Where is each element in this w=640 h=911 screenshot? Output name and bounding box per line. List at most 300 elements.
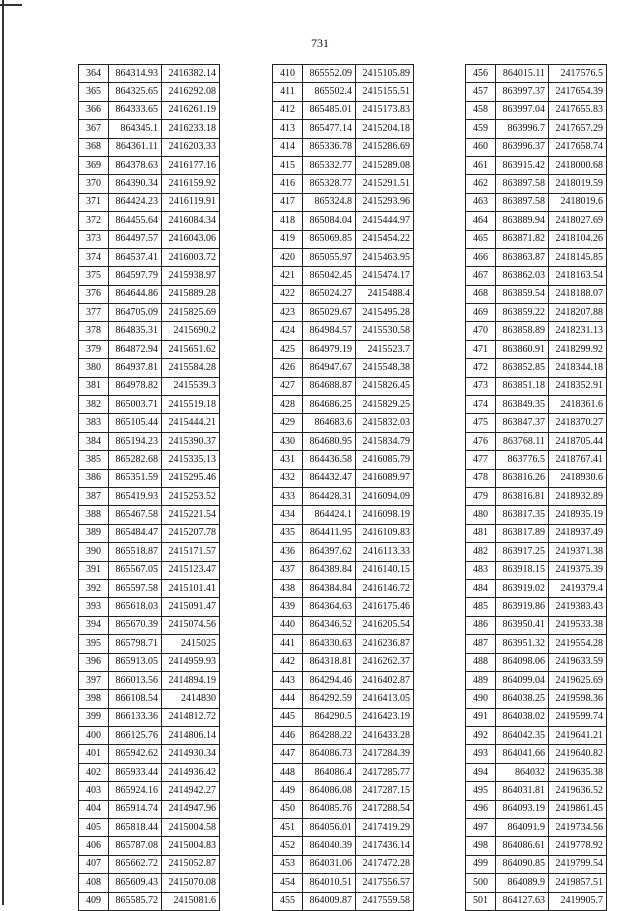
table-row	[466, 267, 607, 285]
point-id-cell: 385	[79, 451, 109, 469]
table-row	[273, 855, 414, 873]
table-row	[466, 304, 607, 322]
table-row	[466, 451, 607, 469]
x-coordinate-cell: 864705.09	[109, 304, 162, 322]
table-row	[466, 396, 607, 414]
table-row	[79, 800, 220, 818]
y-coordinate-cell: 2419857.51	[549, 874, 607, 892]
point-id-cell: 461	[466, 156, 496, 174]
x-coordinate-cell: 865942.62	[109, 745, 162, 763]
table-row	[466, 653, 607, 671]
x-coordinate-cell: 865585.72	[109, 892, 162, 910]
x-coordinate-cell: 865933.44	[109, 763, 162, 781]
y-coordinate-cell: 2419861.45	[549, 800, 607, 818]
y-coordinate-cell: 2418361.6	[549, 396, 607, 414]
table-row	[466, 543, 607, 561]
y-coordinate-cell: 2415074.56	[162, 616, 220, 634]
x-coordinate-cell: 864294.46	[303, 671, 356, 689]
x-coordinate-cell: 864290.5	[303, 708, 356, 726]
y-coordinate-cell: 2418352.91	[549, 377, 607, 395]
point-id-cell: 397	[79, 671, 109, 689]
x-coordinate-cell: 864089.9	[496, 874, 549, 892]
point-id-cell: 471	[466, 340, 496, 358]
x-coordinate-cell: 863897.58	[496, 193, 549, 211]
point-id-cell: 407	[79, 855, 109, 873]
y-coordinate-cell: 2416423.19	[356, 708, 414, 726]
x-coordinate-cell: 865502.4	[303, 83, 356, 101]
point-id-cell: 452	[273, 837, 303, 855]
table-row	[79, 561, 220, 579]
point-id-cell: 483	[466, 561, 496, 579]
y-coordinate-cell: 2415004.83	[162, 837, 220, 855]
table-row	[79, 874, 220, 892]
x-coordinate-cell: 864984.57	[303, 322, 356, 340]
table-row	[466, 175, 607, 193]
x-coordinate-cell: 863860.91	[496, 340, 549, 358]
point-id-cell: 434	[273, 506, 303, 524]
point-id-cell: 377	[79, 304, 109, 322]
x-coordinate-cell: 865084.04	[303, 212, 356, 230]
point-id-cell: 470	[466, 322, 496, 340]
x-coordinate-cell: 864680.95	[303, 432, 356, 450]
y-coordinate-cell: 2415293.96	[356, 193, 414, 211]
point-id-cell: 373	[79, 230, 109, 248]
y-coordinate-cell: 2415938.97	[162, 267, 220, 285]
table-row	[273, 524, 414, 542]
table-row	[273, 248, 414, 266]
point-id-cell: 413	[273, 120, 303, 138]
point-id-cell: 445	[273, 708, 303, 726]
point-id-cell: 491	[466, 708, 496, 726]
x-coordinate-cell: 865419.93	[109, 487, 162, 505]
x-coordinate-cell: 863996.37	[496, 138, 549, 156]
table-row	[79, 892, 220, 910]
point-id-cell: 438	[273, 579, 303, 597]
y-coordinate-cell: 2418930.6	[549, 469, 607, 487]
point-id-cell: 396	[79, 653, 109, 671]
x-coordinate-cell: 865552.09	[303, 65, 356, 83]
table-row	[79, 671, 220, 689]
x-coordinate-cell: 864015.11	[496, 65, 549, 83]
x-coordinate-cell: 864364.63	[303, 598, 356, 616]
y-coordinate-cell: 2418207.88	[549, 304, 607, 322]
point-id-cell: 448	[273, 763, 303, 781]
y-coordinate-cell: 2415207.78	[162, 524, 220, 542]
x-coordinate-cell: 864040.39	[303, 837, 356, 855]
point-id-cell: 494	[466, 763, 496, 781]
x-coordinate-cell: 863858.89	[496, 322, 549, 340]
x-coordinate-cell: 864979.19	[303, 340, 356, 358]
y-coordinate-cell: 2419371.38	[549, 543, 607, 561]
x-coordinate-cell: 865042.45	[303, 267, 356, 285]
x-coordinate-cell: 865818.44	[109, 819, 162, 837]
y-coordinate-cell: 2414812.72	[162, 708, 220, 726]
table-row	[273, 156, 414, 174]
x-coordinate-cell: 864041.66	[496, 745, 549, 763]
y-coordinate-cell: 2419778.92	[549, 837, 607, 855]
y-coordinate-cell: 2419598.36	[549, 690, 607, 708]
y-coordinate-cell: 2416236.87	[356, 635, 414, 653]
coordinate-table-1	[78, 64, 220, 911]
y-coordinate-cell: 2417556.57	[356, 874, 414, 892]
x-coordinate-cell: 864127.63	[496, 892, 549, 910]
y-coordinate-cell: 2415091.47	[162, 598, 220, 616]
y-coordinate-cell: 2415295.46	[162, 469, 220, 487]
point-id-cell: 465	[466, 230, 496, 248]
x-coordinate-cell: 864330.63	[303, 635, 356, 653]
table-row	[466, 83, 607, 101]
y-coordinate-cell: 2415539.3	[162, 377, 220, 395]
table-row	[273, 138, 414, 156]
table-row	[79, 156, 220, 174]
y-coordinate-cell: 2419554.28	[549, 635, 607, 653]
y-coordinate-cell: 2415474.17	[356, 267, 414, 285]
point-id-cell: 405	[79, 819, 109, 837]
table-row	[79, 65, 220, 83]
table-row	[466, 635, 607, 653]
point-id-cell: 383	[79, 414, 109, 432]
table-row	[273, 83, 414, 101]
point-id-cell: 416	[273, 175, 303, 193]
x-coordinate-cell: 865609.43	[109, 874, 162, 892]
y-coordinate-cell: 2416140.15	[356, 561, 414, 579]
x-coordinate-cell: 864361.11	[109, 138, 162, 156]
table-row	[273, 451, 414, 469]
x-coordinate-cell: 864056.01	[303, 819, 356, 837]
y-coordinate-cell: 2415530.58	[356, 322, 414, 340]
point-id-cell: 398	[79, 690, 109, 708]
table-row	[79, 432, 220, 450]
table-row	[273, 304, 414, 322]
point-id-cell: 482	[466, 543, 496, 561]
y-coordinate-cell: 2416084.34	[162, 212, 220, 230]
x-coordinate-cell: 865336.78	[303, 138, 356, 156]
point-id-cell: 485	[466, 598, 496, 616]
point-id-cell: 364	[79, 65, 109, 83]
y-coordinate-cell: 2418104.26	[549, 230, 607, 248]
x-coordinate-cell: 864424.1	[303, 506, 356, 524]
y-coordinate-cell: 2416159.92	[162, 175, 220, 193]
y-coordinate-cell: 2414830	[162, 690, 220, 708]
x-coordinate-cell: 864086.73	[303, 745, 356, 763]
point-id-cell: 428	[273, 396, 303, 414]
y-coordinate-cell: 2415444.21	[162, 414, 220, 432]
point-id-cell: 489	[466, 671, 496, 689]
x-coordinate-cell: 863847.37	[496, 414, 549, 432]
point-id-cell: 388	[79, 506, 109, 524]
x-coordinate-cell: 864288.22	[303, 727, 356, 745]
y-coordinate-cell: 2419641.21	[549, 727, 607, 745]
x-coordinate-cell: 864428.31	[303, 487, 356, 505]
x-coordinate-cell: 864099.04	[496, 671, 549, 689]
y-coordinate-cell: 2419383.43	[549, 598, 607, 616]
x-coordinate-cell: 863997.04	[496, 101, 549, 119]
y-coordinate-cell: 2415253.52	[162, 487, 220, 505]
point-id-cell: 371	[79, 193, 109, 211]
table-row	[79, 138, 220, 156]
table-row	[466, 322, 607, 340]
y-coordinate-cell: 2415651.62	[162, 340, 220, 358]
y-coordinate-cell: 2415390.37	[162, 432, 220, 450]
x-coordinate-cell: 863997.37	[496, 83, 549, 101]
y-coordinate-cell: 2418188.07	[549, 285, 607, 303]
table-row	[79, 340, 220, 358]
point-id-cell: 419	[273, 230, 303, 248]
x-coordinate-cell: 865518.87	[109, 543, 162, 561]
point-id-cell: 480	[466, 506, 496, 524]
table-row	[273, 616, 414, 634]
y-coordinate-cell: 2416175.46	[356, 598, 414, 616]
y-coordinate-cell: 2419640.82	[549, 745, 607, 763]
table-row	[273, 708, 414, 726]
point-id-cell: 443	[273, 671, 303, 689]
point-id-cell: 499	[466, 855, 496, 873]
table-row	[466, 101, 607, 119]
y-coordinate-cell: 2414894.19	[162, 671, 220, 689]
point-id-cell: 378	[79, 322, 109, 340]
point-id-cell: 384	[79, 432, 109, 450]
x-coordinate-cell: 865105.44	[109, 414, 162, 432]
point-id-cell: 469	[466, 304, 496, 322]
table-row	[273, 635, 414, 653]
table-row	[79, 598, 220, 616]
x-coordinate-cell: 864346.52	[303, 616, 356, 634]
y-coordinate-cell: 2419635.38	[549, 763, 607, 781]
table-row	[79, 690, 220, 708]
point-id-cell: 391	[79, 561, 109, 579]
table-row	[273, 377, 414, 395]
table-row	[79, 763, 220, 781]
y-coordinate-cell: 2415889.28	[162, 285, 220, 303]
point-id-cell: 466	[466, 248, 496, 266]
scan-corner-mark	[0, 4, 22, 6]
table-row	[79, 727, 220, 745]
table-row	[466, 745, 607, 763]
x-coordinate-cell: 865332.77	[303, 156, 356, 174]
point-id-cell: 380	[79, 359, 109, 377]
point-id-cell: 472	[466, 359, 496, 377]
point-id-cell: 427	[273, 377, 303, 395]
x-coordinate-cell: 865798.71	[109, 635, 162, 653]
x-coordinate-cell: 864031.06	[303, 855, 356, 873]
x-coordinate-cell: 863859.54	[496, 285, 549, 303]
table-row	[466, 65, 607, 83]
x-coordinate-cell: 864455.64	[109, 212, 162, 230]
table-row	[466, 138, 607, 156]
x-coordinate-cell: 864436.58	[303, 451, 356, 469]
y-coordinate-cell: 2415291.51	[356, 175, 414, 193]
x-coordinate-cell: 863768.11	[496, 432, 549, 450]
point-id-cell: 412	[273, 101, 303, 119]
table-row	[466, 598, 607, 616]
table-row	[273, 598, 414, 616]
y-coordinate-cell: 2415826.45	[356, 377, 414, 395]
x-coordinate-cell: 864292.59	[303, 690, 356, 708]
x-coordinate-cell: 865024.27	[303, 285, 356, 303]
table-row	[273, 800, 414, 818]
point-id-cell: 366	[79, 101, 109, 119]
x-coordinate-cell: 863816.26	[496, 469, 549, 487]
y-coordinate-cell: 2415173.83	[356, 101, 414, 119]
x-coordinate-cell: 865913.05	[109, 653, 162, 671]
y-coordinate-cell: 2415444.97	[356, 212, 414, 230]
x-coordinate-cell: 865194.23	[109, 432, 162, 450]
x-coordinate-cell: 864978.82	[109, 377, 162, 395]
y-coordinate-cell: 2419625.69	[549, 671, 607, 689]
y-coordinate-cell: 2415204.18	[356, 120, 414, 138]
table-row	[466, 561, 607, 579]
y-coordinate-cell: 2414959.93	[162, 653, 220, 671]
y-coordinate-cell: 2417576.5	[549, 65, 607, 83]
point-id-cell: 456	[466, 65, 496, 83]
y-coordinate-cell: 2415488.4	[356, 285, 414, 303]
y-coordinate-cell: 2418019.6	[549, 193, 607, 211]
x-coordinate-cell: 864497.57	[109, 230, 162, 248]
point-id-cell: 488	[466, 653, 496, 671]
table-row	[466, 248, 607, 266]
y-coordinate-cell: 2415070.08	[162, 874, 220, 892]
table-row	[273, 65, 414, 83]
y-coordinate-cell: 2417655.83	[549, 101, 607, 119]
table-row	[273, 340, 414, 358]
point-id-cell: 374	[79, 248, 109, 266]
table-row	[79, 322, 220, 340]
table-row	[466, 359, 607, 377]
x-coordinate-cell: 863817.89	[496, 524, 549, 542]
point-id-cell: 372	[79, 212, 109, 230]
x-coordinate-cell: 863917.25	[496, 543, 549, 561]
table-row	[466, 377, 607, 395]
x-coordinate-cell: 864397.62	[303, 543, 356, 561]
point-id-cell: 433	[273, 487, 303, 505]
point-id-cell: 451	[273, 819, 303, 837]
y-coordinate-cell: 2419533.38	[549, 616, 607, 634]
table-row	[79, 819, 220, 837]
y-coordinate-cell: 2419734.56	[549, 819, 607, 837]
x-coordinate-cell: 863776.5	[496, 451, 549, 469]
x-coordinate-cell: 864086.08	[303, 782, 356, 800]
x-coordinate-cell: 864010.51	[303, 874, 356, 892]
point-id-cell: 447	[273, 745, 303, 763]
table-row	[79, 653, 220, 671]
table-row	[466, 156, 607, 174]
table-row	[79, 579, 220, 597]
y-coordinate-cell: 2416203.33	[162, 138, 220, 156]
y-coordinate-cell: 2416433.28	[356, 727, 414, 745]
table-row	[273, 432, 414, 450]
table-row	[79, 543, 220, 561]
point-id-cell: 422	[273, 285, 303, 303]
point-id-cell: 484	[466, 579, 496, 597]
table-row	[79, 230, 220, 248]
table-row	[79, 212, 220, 230]
coordinate-table-2	[272, 64, 414, 911]
table-row	[79, 469, 220, 487]
table-row	[273, 322, 414, 340]
x-coordinate-cell: 865567.05	[109, 561, 162, 579]
x-coordinate-cell: 864085.76	[303, 800, 356, 818]
y-coordinate-cell: 2415105.89	[356, 65, 414, 83]
y-coordinate-cell: 2416003.72	[162, 248, 220, 266]
table-row	[79, 359, 220, 377]
point-id-cell: 460	[466, 138, 496, 156]
table-row	[273, 285, 414, 303]
point-id-cell: 440	[273, 616, 303, 634]
point-id-cell: 382	[79, 396, 109, 414]
table-row	[466, 212, 607, 230]
point-id-cell: 368	[79, 138, 109, 156]
table-row	[79, 487, 220, 505]
table-row	[273, 819, 414, 837]
point-id-cell: 437	[273, 561, 303, 579]
table-row	[466, 524, 607, 542]
x-coordinate-cell: 864378.63	[109, 156, 162, 174]
point-id-cell: 453	[273, 855, 303, 873]
x-coordinate-cell: 864031.81	[496, 782, 549, 800]
x-coordinate-cell: 865787.08	[109, 837, 162, 855]
table-row	[79, 248, 220, 266]
y-coordinate-cell: 2419599.74	[549, 708, 607, 726]
x-coordinate-cell: 864098.06	[496, 653, 549, 671]
table-row	[466, 193, 607, 211]
table-row	[273, 193, 414, 211]
y-coordinate-cell: 2415825.69	[162, 304, 220, 322]
point-id-cell: 370	[79, 175, 109, 193]
table-row	[79, 377, 220, 395]
point-id-cell: 399	[79, 708, 109, 726]
y-coordinate-cell: 2415123.47	[162, 561, 220, 579]
y-coordinate-cell: 2416146.72	[356, 579, 414, 597]
y-coordinate-cell: 2415523.7	[356, 340, 414, 358]
y-coordinate-cell: 2415101.41	[162, 579, 220, 597]
y-coordinate-cell: 2416261.19	[162, 101, 220, 119]
y-coordinate-cell: 2415829.25	[356, 396, 414, 414]
table-row	[273, 727, 414, 745]
point-id-cell: 367	[79, 120, 109, 138]
point-id-cell: 420	[273, 248, 303, 266]
y-coordinate-cell: 2415052.87	[162, 855, 220, 873]
y-coordinate-cell: 2417657.29	[549, 120, 607, 138]
y-coordinate-cell: 2415454.22	[356, 230, 414, 248]
y-coordinate-cell: 2414936.42	[162, 763, 220, 781]
x-coordinate-cell: 864318.81	[303, 653, 356, 671]
table-row	[79, 101, 220, 119]
x-coordinate-cell: 863915.42	[496, 156, 549, 174]
x-coordinate-cell: 864090.85	[496, 855, 549, 873]
x-coordinate-cell: 865670.39	[109, 616, 162, 634]
x-coordinate-cell: 866013.56	[109, 671, 162, 689]
table-row	[466, 763, 607, 781]
x-coordinate-cell: 864086.4	[303, 763, 356, 781]
x-coordinate-cell: 864390.34	[109, 175, 162, 193]
y-coordinate-cell: 2416085.79	[356, 451, 414, 469]
y-coordinate-cell: 2415495.28	[356, 304, 414, 322]
point-id-cell: 463	[466, 193, 496, 211]
point-id-cell: 500	[466, 874, 496, 892]
y-coordinate-cell: 2417285.77	[356, 763, 414, 781]
y-coordinate-cell: 2415832.03	[356, 414, 414, 432]
x-coordinate-cell: 864314.93	[109, 65, 162, 83]
y-coordinate-cell: 2418370.27	[549, 414, 607, 432]
table-row	[79, 524, 220, 542]
y-coordinate-cell: 2416382.14	[162, 65, 220, 83]
x-coordinate-cell: 864038.02	[496, 708, 549, 726]
table-row	[466, 506, 607, 524]
table-row	[466, 285, 607, 303]
x-coordinate-cell: 864032	[496, 763, 549, 781]
x-coordinate-cell: 865029.67	[303, 304, 356, 322]
table-row	[466, 819, 607, 837]
